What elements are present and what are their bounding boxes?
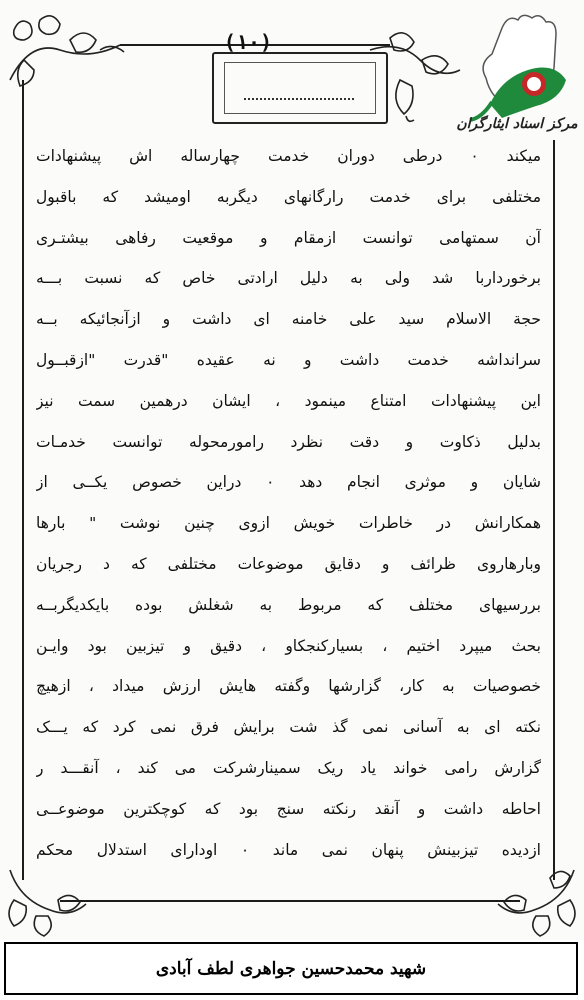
text-line: بررسیهای مختلف که مربوط به شغلش بوده بایکدیگربــه <box>36 595 541 614</box>
floral-ornament-icon <box>490 860 584 940</box>
text-line: سرانداشه خدمت داشت و نه عقیده "قدرت "ازقبــول <box>36 350 541 369</box>
text-line: میکند ۰ درطی دوران خدمت چهارساله اش پیشنهادات <box>36 147 541 165</box>
text-line: برخورداربا شد ولی به دلیل ارادتی خاص که نسبت بـــه <box>36 269 541 288</box>
text-line: ازدیده تیزبینش پنهان نمی ماند ۰ اودارای استدلال محکم <box>36 840 541 859</box>
text-line: وبارهاروی ظرائف و دقایق موضوعات مختلفی که د رجریان <box>36 554 541 573</box>
text-line: بدلیل ذکاوت و دقت نظرد رامورمحوله توانست خدمـات <box>36 432 541 451</box>
text-line: آن سمتهامی توانست ازمقام و موقعیت رفاهی بیشتـری <box>36 228 541 247</box>
document-text <box>36 136 541 870</box>
logo-text: مرکز اسناد ایثارگران <box>456 116 578 132</box>
text-line: خصوصیات به کار، گزارشها وگفته هایش ارزش میداد ، ازهیچ <box>36 677 541 696</box>
floral-ornament-icon <box>0 860 90 940</box>
page-number: (۱۰) <box>223 30 273 54</box>
text-line: بحث میپرد اختیم ، بسیارکنجکاو ، دقیق و تیزبین بود وایـن <box>36 636 541 655</box>
text-line: گزارش رامی خواند یاد ریک سمینارشرکت می کند ، آنقـــد ر <box>36 758 541 777</box>
text-line: نکته ای به آسانی نمی گذ شت برایش فرق نمی کرد که یـــک <box>36 718 541 737</box>
text-line: مختلفی برای خدمت رارگانهای دیگربه اومیشد که باقبول <box>36 187 541 206</box>
frame-right-line <box>553 140 555 880</box>
caption-box <box>4 942 578 995</box>
floral-ornament-icon <box>0 10 130 100</box>
text-line: همکارانش در خاطرات خویش ازوی چنین نوشت " بارها <box>36 514 541 533</box>
text-line: حجة الاسلام سید علی خامنه ای داشت و ازآنجائیکه بــه <box>36 310 541 329</box>
text-line: شایان و موثری انجام دهد ۰ دراین خصوص یکــی از <box>36 473 541 492</box>
stamp-icon <box>212 52 388 124</box>
caption-text: شهید محمدحسین جواهری لطف آبادی <box>155 958 427 979</box>
text-line: احاطه داشت و آنقد رنکته سنج بود که کوچکترین موضوعــی <box>36 799 541 818</box>
text-line: این پیشنهادات امتناع مینمود ، ایشان درهمین سمت نیز <box>36 391 541 410</box>
frame-left-line <box>22 80 24 880</box>
frame-bottom-line <box>60 900 520 902</box>
